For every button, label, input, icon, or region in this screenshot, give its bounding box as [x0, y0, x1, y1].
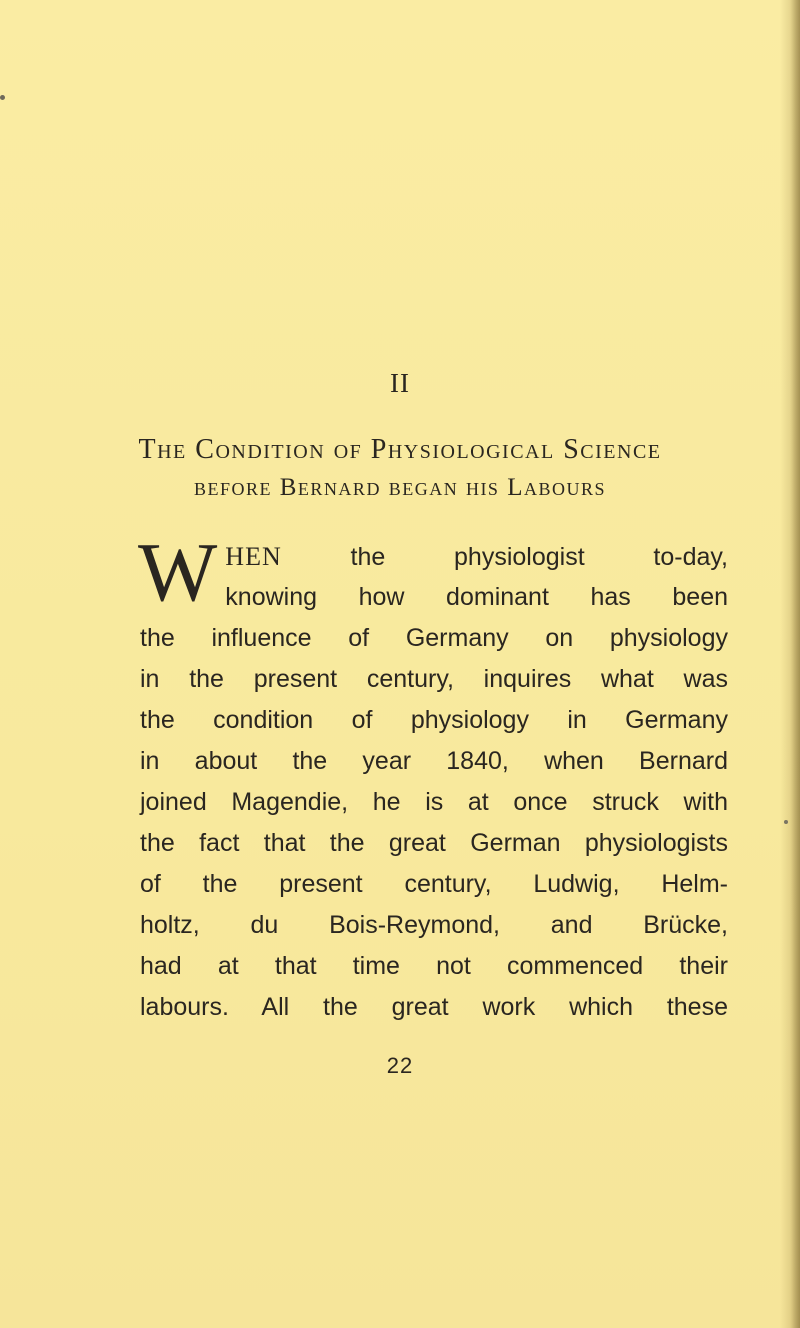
- chapter-number: II: [390, 368, 410, 398]
- text-line: in about the year 1840, when Bernard: [140, 747, 728, 775]
- print-speck: [0, 95, 5, 100]
- text-line: had at that time not commenced their: [140, 952, 728, 980]
- text-line: holtz, du Bois-Reymond, and Brücke,: [140, 911, 728, 939]
- text-line: of the present century, Ludwig, Helm-: [140, 870, 728, 898]
- text-line: the fact that the great German physiologists: [140, 829, 728, 857]
- drop-cap: W: [138, 526, 218, 619]
- text-line: joined Magendie, he is at once struck with: [140, 788, 728, 816]
- text-line: [140, 536, 728, 577]
- text-line-rest: the physiologist to-day,: [281, 543, 728, 571]
- lead-caps: HEN: [225, 542, 282, 571]
- chapter-title-line-2: before Bernard began his Labours: [194, 474, 606, 501]
- text-line: knowing how dominant has been: [225, 583, 728, 611]
- text-line: in the present century, inquires what was: [140, 665, 728, 693]
- body-paragraph: [138, 526, 728, 1028]
- text-line: the influence of Germany on physiology: [140, 624, 728, 652]
- print-speck: [784, 820, 788, 824]
- text-line: labours. All the great work which these: [140, 993, 728, 1021]
- page-edge-shadow: [790, 0, 800, 1328]
- chapter-title-line-1: The Condition of Physiological Science: [138, 434, 662, 465]
- page-number: 22: [386, 1053, 414, 1078]
- text-line: the condition of physiology in Germany: [140, 706, 728, 734]
